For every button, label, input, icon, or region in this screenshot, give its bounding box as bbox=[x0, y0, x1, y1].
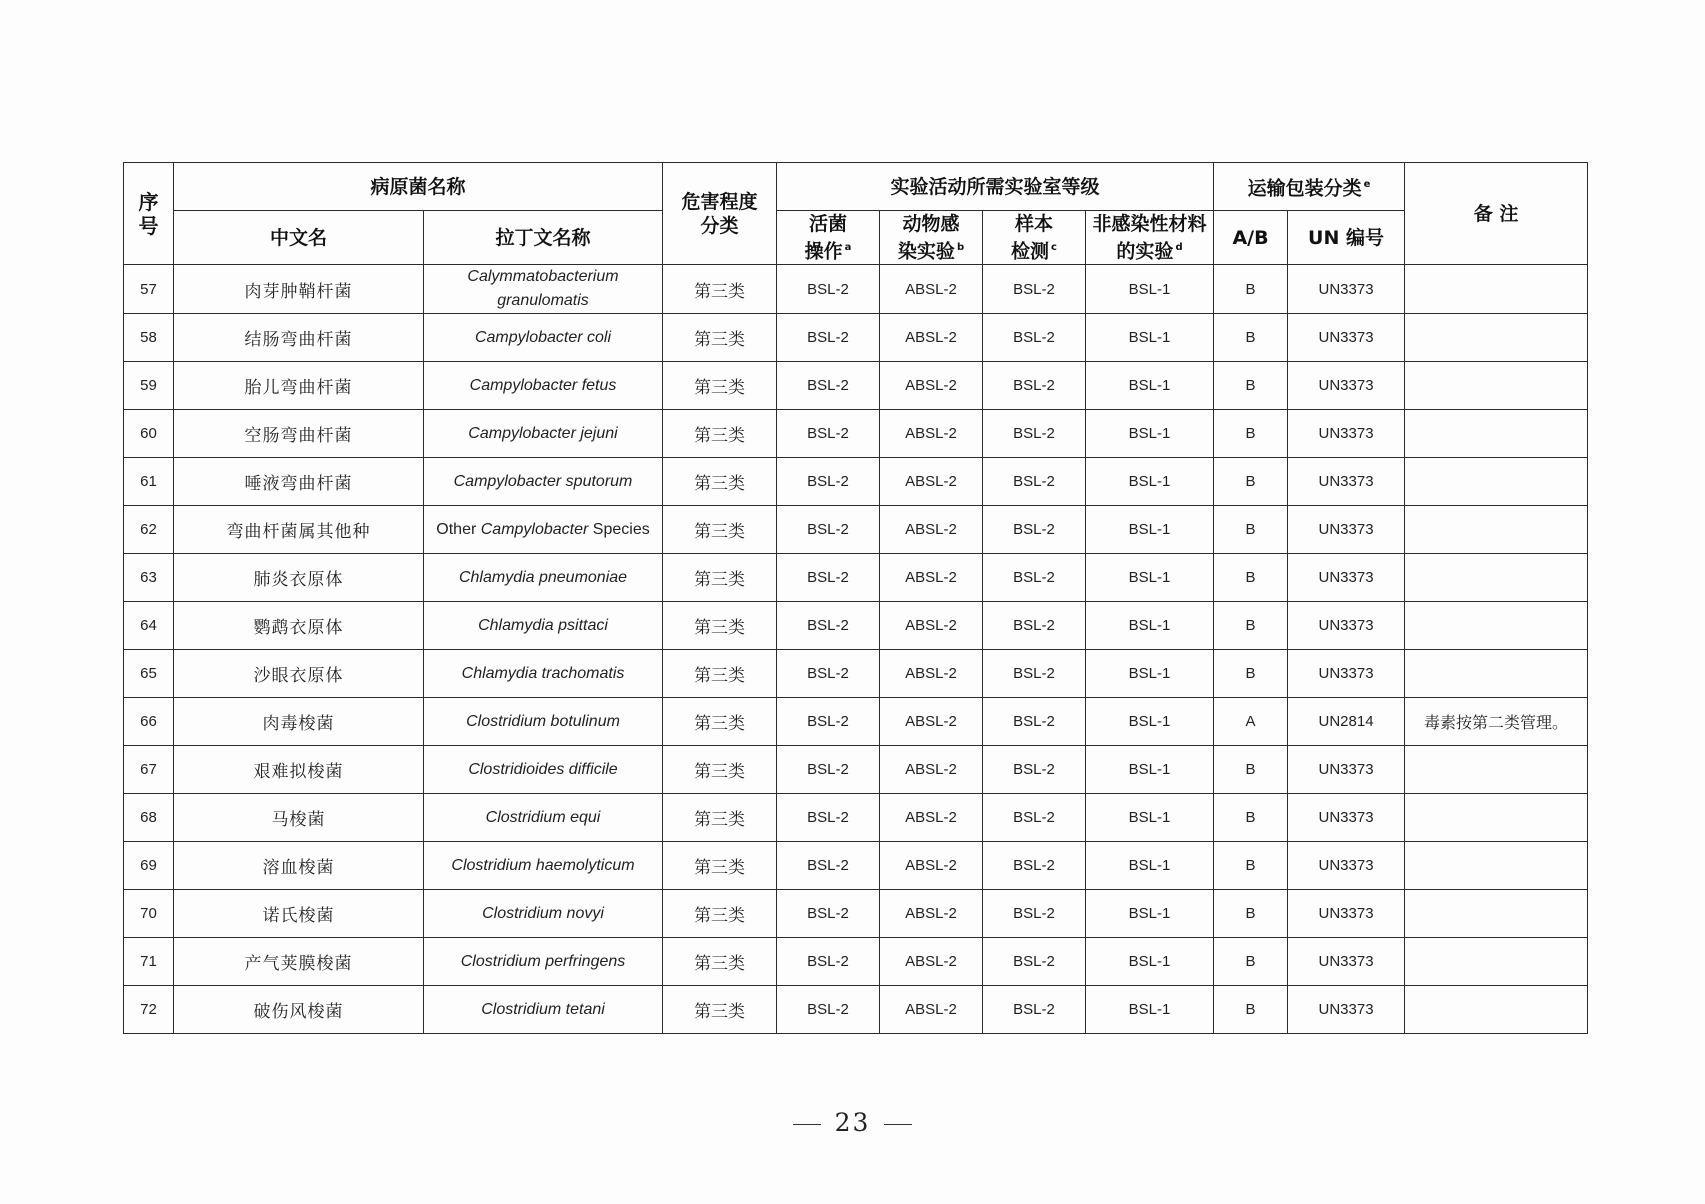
row-noninfectious-level: BSL-1 bbox=[1086, 314, 1214, 362]
row-seq: 59 bbox=[124, 362, 174, 410]
row-latin-text: Campylobacter bbox=[480, 520, 589, 538]
row-latin-name bbox=[424, 314, 663, 362]
header-lab-level bbox=[777, 163, 1214, 211]
table-row bbox=[124, 458, 1588, 506]
table-row bbox=[124, 265, 1588, 314]
row-chinese-name: 溶血梭菌 bbox=[174, 842, 424, 890]
header-live-culture-footnote: a bbox=[844, 241, 852, 253]
table-row bbox=[124, 410, 1588, 458]
row-un-number: UN3373 bbox=[1288, 602, 1405, 650]
row-sample-testing-level: BSL-2 bbox=[983, 842, 1086, 890]
row-chinese-name: 肉毒梭菌 bbox=[174, 698, 424, 746]
row-latin-suffix: Species bbox=[588, 520, 650, 538]
row-seq: 61 bbox=[124, 458, 174, 506]
header-un-number bbox=[1288, 211, 1405, 265]
header-ab-label: A/B bbox=[1232, 226, 1269, 249]
row-transport-ab: B bbox=[1214, 314, 1288, 362]
row-transport-ab: B bbox=[1214, 746, 1288, 794]
row-un-number: UN3373 bbox=[1288, 554, 1405, 602]
row-noninfectious-level: BSL-1 bbox=[1086, 265, 1214, 314]
row-un-number: UN3373 bbox=[1288, 410, 1405, 458]
row-latin-name bbox=[424, 842, 663, 890]
row-seq: 62 bbox=[124, 506, 174, 554]
header-transport-footnote: e bbox=[1363, 178, 1371, 190]
row-latin-name bbox=[424, 746, 663, 794]
row-animal-infection-level: ABSL-2 bbox=[880, 794, 983, 842]
header-remarks bbox=[1405, 163, 1588, 265]
row-remarks bbox=[1405, 890, 1588, 938]
row-sample-testing-level: BSL-2 bbox=[983, 794, 1086, 842]
row-animal-infection-level: ABSL-2 bbox=[880, 314, 983, 362]
row-seq: 65 bbox=[124, 650, 174, 698]
row-animal-infection-level: ABSL-2 bbox=[880, 890, 983, 938]
row-un-number: UN3373 bbox=[1288, 938, 1405, 986]
row-hazard-class: 第三类 bbox=[663, 458, 777, 506]
row-un-number: UN2814 bbox=[1288, 698, 1405, 746]
header-transport-label: 运输包装分类 bbox=[1247, 177, 1362, 200]
row-transport-ab: B bbox=[1214, 506, 1288, 554]
row-hazard-class: 第三类 bbox=[663, 265, 777, 314]
row-latin-text: Clostridium equi bbox=[485, 808, 601, 826]
row-remarks bbox=[1405, 506, 1588, 554]
row-transport-ab: B bbox=[1214, 938, 1288, 986]
row-remarks bbox=[1405, 842, 1588, 890]
row-chinese-name: 肺炎衣原体 bbox=[174, 554, 424, 602]
row-remarks bbox=[1405, 314, 1588, 362]
row-chinese-name: 诺氏梭菌 bbox=[174, 890, 424, 938]
row-hazard-class: 第三类 bbox=[663, 554, 777, 602]
row-noninfectious-level: BSL-1 bbox=[1086, 986, 1214, 1034]
row-hazard-class: 第三类 bbox=[663, 842, 777, 890]
header-seq-label: 序号 bbox=[138, 189, 159, 238]
header-lab-level-label: 实验活动所需实验室等级 bbox=[890, 175, 1100, 198]
table-row bbox=[124, 842, 1588, 890]
header-sample-testing-label: 样本检测 bbox=[1011, 212, 1054, 263]
header-live-culture-label: 活菌操作 bbox=[804, 212, 848, 263]
table-body bbox=[124, 265, 1588, 1034]
header-animal-infection bbox=[880, 211, 983, 265]
row-transport-ab: B bbox=[1214, 650, 1288, 698]
row-latin-text: Chlamydia pneumoniae bbox=[458, 568, 628, 586]
row-transport-ab: A bbox=[1214, 698, 1288, 746]
row-live-culture-level: BSL-2 bbox=[777, 410, 880, 458]
row-seq: 66 bbox=[124, 698, 174, 746]
row-noninfectious-level: BSL-1 bbox=[1086, 410, 1214, 458]
row-live-culture-level: BSL-2 bbox=[777, 794, 880, 842]
row-seq: 58 bbox=[124, 314, 174, 362]
row-sample-testing-level: BSL-2 bbox=[983, 986, 1086, 1034]
page-number-value: 23 bbox=[834, 1108, 871, 1137]
row-hazard-class: 第三类 bbox=[663, 986, 777, 1034]
row-chinese-name: 艰难拟梭菌 bbox=[174, 746, 424, 794]
row-hazard-class: 第三类 bbox=[663, 890, 777, 938]
row-hazard-class: 第三类 bbox=[663, 362, 777, 410]
row-seq: 57 bbox=[124, 265, 174, 314]
row-transport-ab: B bbox=[1214, 986, 1288, 1034]
row-transport-ab: B bbox=[1214, 458, 1288, 506]
row-noninfectious-level: BSL-1 bbox=[1086, 650, 1214, 698]
row-remarks bbox=[1405, 794, 1588, 842]
row-live-culture-level: BSL-2 bbox=[777, 746, 880, 794]
page-number bbox=[0, 1108, 1705, 1137]
header-sample-testing-footnote: c bbox=[1051, 241, 1057, 253]
row-noninfectious-level: BSL-1 bbox=[1086, 698, 1214, 746]
row-latin-name bbox=[424, 794, 663, 842]
row-animal-infection-level: ABSL-2 bbox=[880, 650, 983, 698]
row-latin-text: Clostridium perfringens bbox=[460, 952, 626, 970]
row-seq: 60 bbox=[124, 410, 174, 458]
row-sample-testing-level: BSL-2 bbox=[983, 698, 1086, 746]
row-live-culture-level: BSL-2 bbox=[777, 986, 880, 1034]
row-live-culture-level: BSL-2 bbox=[777, 650, 880, 698]
header-noninfectious bbox=[1086, 211, 1214, 265]
row-chinese-name: 肉芽肿鞘杆菌 bbox=[174, 265, 424, 314]
table-row bbox=[124, 314, 1588, 362]
row-live-culture-level: BSL-2 bbox=[777, 842, 880, 890]
header-latin-name bbox=[424, 211, 663, 265]
row-hazard-class: 第三类 bbox=[663, 602, 777, 650]
row-hazard-class: 第三类 bbox=[663, 698, 777, 746]
header-remarks-label: 备 注 bbox=[1473, 202, 1519, 225]
row-latin-name bbox=[424, 602, 663, 650]
row-latin-text: Clostridioides difficile bbox=[468, 760, 618, 778]
row-chinese-name: 弯曲杆菌属其他种 bbox=[174, 506, 424, 554]
row-noninfectious-level: BSL-1 bbox=[1086, 554, 1214, 602]
row-chinese-name: 结肠弯曲杆菌 bbox=[174, 314, 424, 362]
row-latin-name bbox=[424, 458, 663, 506]
row-transport-ab: B bbox=[1214, 602, 1288, 650]
row-un-number: UN3373 bbox=[1288, 650, 1405, 698]
row-latin-name bbox=[424, 506, 663, 554]
row-seq: 69 bbox=[124, 842, 174, 890]
row-latin-name bbox=[424, 890, 663, 938]
row-un-number: UN3373 bbox=[1288, 842, 1405, 890]
row-latin-text: Calymmatobacterium granulomatis bbox=[467, 268, 619, 309]
row-sample-testing-level: BSL-2 bbox=[983, 314, 1086, 362]
row-live-culture-level: BSL-2 bbox=[777, 314, 880, 362]
row-noninfectious-level: BSL-1 bbox=[1086, 362, 1214, 410]
row-un-number: UN3373 bbox=[1288, 986, 1405, 1034]
row-transport-ab: B bbox=[1214, 554, 1288, 602]
row-noninfectious-level: BSL-1 bbox=[1086, 842, 1214, 890]
row-latin-prefix: Other bbox=[436, 520, 481, 538]
row-latin-name bbox=[424, 650, 663, 698]
table-row bbox=[124, 938, 1588, 986]
row-hazard-class: 第三类 bbox=[663, 938, 777, 986]
row-latin-name bbox=[424, 410, 663, 458]
row-remarks bbox=[1405, 554, 1588, 602]
row-chinese-name: 鹦鹉衣原体 bbox=[174, 602, 424, 650]
row-seq: 67 bbox=[124, 746, 174, 794]
row-animal-infection-level: ABSL-2 bbox=[880, 986, 983, 1034]
row-transport-ab: B bbox=[1214, 265, 1288, 314]
row-animal-infection-level: ABSL-2 bbox=[880, 746, 983, 794]
row-live-culture-level: BSL-2 bbox=[777, 265, 880, 314]
row-un-number: UN3373 bbox=[1288, 746, 1405, 794]
row-latin-name bbox=[424, 362, 663, 410]
row-live-culture-level: BSL-2 bbox=[777, 698, 880, 746]
row-remarks: 毒素按第二类管理。 bbox=[1405, 698, 1588, 746]
row-animal-infection-level: ABSL-2 bbox=[880, 458, 983, 506]
row-remarks bbox=[1405, 362, 1588, 410]
row-remarks bbox=[1405, 986, 1588, 1034]
row-transport-ab: B bbox=[1214, 842, 1288, 890]
row-chinese-name: 唾液弯曲杆菌 bbox=[174, 458, 424, 506]
header-latin-name-label: 拉丁文名称 bbox=[495, 226, 591, 249]
row-animal-infection-level: ABSL-2 bbox=[880, 554, 983, 602]
header-animal-infection-label: 动物感染实验 bbox=[897, 212, 960, 263]
row-sample-testing-level: BSL-2 bbox=[983, 938, 1086, 986]
row-transport-ab: B bbox=[1214, 794, 1288, 842]
row-un-number: UN3373 bbox=[1288, 265, 1405, 314]
row-live-culture-level: BSL-2 bbox=[777, 506, 880, 554]
row-live-culture-level: BSL-2 bbox=[777, 362, 880, 410]
pathogen-table bbox=[123, 162, 1588, 1034]
header-chinese-name-label: 中文名 bbox=[269, 226, 327, 249]
row-hazard-class: 第三类 bbox=[663, 410, 777, 458]
header-noninfectious-footnote: d bbox=[1175, 241, 1183, 253]
header-un-number-label: UN 编号 bbox=[1308, 226, 1384, 249]
row-chinese-name: 空肠弯曲杆菌 bbox=[174, 410, 424, 458]
row-sample-testing-level: BSL-2 bbox=[983, 602, 1086, 650]
row-un-number: UN3373 bbox=[1288, 362, 1405, 410]
row-hazard-class: 第三类 bbox=[663, 794, 777, 842]
row-un-number: UN3373 bbox=[1288, 458, 1405, 506]
row-sample-testing-level: BSL-2 bbox=[983, 506, 1086, 554]
row-noninfectious-level: BSL-1 bbox=[1086, 458, 1214, 506]
row-noninfectious-level: BSL-1 bbox=[1086, 746, 1214, 794]
table-row bbox=[124, 506, 1588, 554]
row-chinese-name: 马梭菌 bbox=[174, 794, 424, 842]
row-live-culture-level: BSL-2 bbox=[777, 554, 880, 602]
table-row bbox=[124, 650, 1588, 698]
table-row bbox=[124, 554, 1588, 602]
row-remarks bbox=[1405, 938, 1588, 986]
table-row bbox=[124, 986, 1588, 1034]
row-latin-text: Clostridium botulinum bbox=[466, 712, 620, 730]
row-latin-text: Campylobacter fetus bbox=[469, 376, 617, 394]
row-latin-text: Chlamydia psittaci bbox=[478, 616, 608, 634]
row-latin-text: Chlamydia trachomatis bbox=[461, 664, 625, 682]
row-sample-testing-level: BSL-2 bbox=[983, 265, 1086, 314]
header-transport bbox=[1214, 163, 1405, 211]
header-pathogen-name bbox=[174, 163, 663, 211]
row-remarks bbox=[1405, 650, 1588, 698]
row-chinese-name: 沙眼衣原体 bbox=[174, 650, 424, 698]
header-live-culture bbox=[777, 211, 880, 265]
header-noninfectious-label: 非感染性材料的实验 bbox=[1092, 212, 1207, 263]
row-sample-testing-level: BSL-2 bbox=[983, 362, 1086, 410]
row-chinese-name: 产气荚膜梭菌 bbox=[174, 938, 424, 986]
row-live-culture-level: BSL-2 bbox=[777, 890, 880, 938]
row-noninfectious-level: BSL-1 bbox=[1086, 890, 1214, 938]
row-live-culture-level: BSL-2 bbox=[777, 938, 880, 986]
row-noninfectious-level: BSL-1 bbox=[1086, 602, 1214, 650]
row-sample-testing-level: BSL-2 bbox=[983, 650, 1086, 698]
header-seq bbox=[124, 163, 174, 265]
page-number-right-dash bbox=[884, 1124, 912, 1126]
header-hazard-class-label: 危害程度分类 bbox=[681, 190, 758, 237]
row-sample-testing-level: BSL-2 bbox=[983, 746, 1086, 794]
row-animal-infection-level: ABSL-2 bbox=[880, 506, 983, 554]
row-latin-text: Clostridium novyi bbox=[482, 904, 604, 922]
row-seq: 72 bbox=[124, 986, 174, 1034]
row-remarks bbox=[1405, 602, 1588, 650]
table-row bbox=[124, 890, 1588, 938]
row-noninfectious-level: BSL-1 bbox=[1086, 938, 1214, 986]
header-ab bbox=[1214, 211, 1288, 265]
row-animal-infection-level: ABSL-2 bbox=[880, 362, 983, 410]
row-animal-infection-level: ABSL-2 bbox=[880, 938, 983, 986]
row-seq: 68 bbox=[124, 794, 174, 842]
row-un-number: UN3373 bbox=[1288, 794, 1405, 842]
row-latin-text: Campylobacter jejuni bbox=[468, 424, 618, 442]
row-remarks bbox=[1405, 265, 1588, 314]
row-seq: 70 bbox=[124, 890, 174, 938]
header-animal-infection-footnote: b bbox=[956, 241, 965, 253]
row-latin-text: Campylobacter coli bbox=[474, 328, 612, 346]
row-chinese-name: 胎儿弯曲杆菌 bbox=[174, 362, 424, 410]
row-noninfectious-level: BSL-1 bbox=[1086, 794, 1214, 842]
row-sample-testing-level: BSL-2 bbox=[983, 458, 1086, 506]
row-latin-text: Campylobacter sputorum bbox=[453, 472, 633, 490]
table-row bbox=[124, 698, 1588, 746]
row-remarks bbox=[1405, 458, 1588, 506]
row-latin-text: Clostridium haemolyticum bbox=[451, 856, 635, 874]
row-transport-ab: B bbox=[1214, 410, 1288, 458]
row-chinese-name: 破伤风梭菌 bbox=[174, 986, 424, 1034]
row-animal-infection-level: ABSL-2 bbox=[880, 602, 983, 650]
row-animal-infection-level: ABSL-2 bbox=[880, 842, 983, 890]
row-animal-infection-level: ABSL-2 bbox=[880, 410, 983, 458]
row-remarks bbox=[1405, 746, 1588, 794]
table-row bbox=[124, 602, 1588, 650]
row-seq: 71 bbox=[124, 938, 174, 986]
row-sample-testing-level: BSL-2 bbox=[983, 410, 1086, 458]
table-header-row-2 bbox=[124, 211, 1588, 265]
row-latin-name bbox=[424, 986, 663, 1034]
row-live-culture-level: BSL-2 bbox=[777, 458, 880, 506]
row-remarks bbox=[1405, 410, 1588, 458]
row-transport-ab: B bbox=[1214, 362, 1288, 410]
row-transport-ab: B bbox=[1214, 890, 1288, 938]
row-animal-infection-level: ABSL-2 bbox=[880, 265, 983, 314]
header-chinese-name bbox=[174, 211, 424, 265]
row-hazard-class: 第三类 bbox=[663, 506, 777, 554]
header-sample-testing bbox=[983, 211, 1086, 265]
row-latin-name bbox=[424, 938, 663, 986]
page-number-left-dash bbox=[793, 1124, 821, 1126]
table-header-row-1 bbox=[124, 163, 1588, 211]
table-row bbox=[124, 794, 1588, 842]
row-hazard-class: 第三类 bbox=[663, 650, 777, 698]
row-seq: 64 bbox=[124, 602, 174, 650]
row-noninfectious-level: BSL-1 bbox=[1086, 506, 1214, 554]
row-sample-testing-level: BSL-2 bbox=[983, 554, 1086, 602]
row-latin-name bbox=[424, 698, 663, 746]
row-un-number: UN3373 bbox=[1288, 314, 1405, 362]
table-row bbox=[124, 362, 1588, 410]
row-hazard-class: 第三类 bbox=[663, 314, 777, 362]
row-latin-text: Clostridium tetani bbox=[481, 1000, 605, 1018]
row-un-number: UN3373 bbox=[1288, 506, 1405, 554]
row-seq: 63 bbox=[124, 554, 174, 602]
row-live-culture-level: BSL-2 bbox=[777, 602, 880, 650]
header-pathogen-name-label: 病原菌名称 bbox=[370, 175, 466, 198]
row-animal-infection-level: ABSL-2 bbox=[880, 698, 983, 746]
row-hazard-class: 第三类 bbox=[663, 746, 777, 794]
row-un-number: UN3373 bbox=[1288, 890, 1405, 938]
table-row bbox=[124, 746, 1588, 794]
header-hazard-class bbox=[663, 163, 777, 265]
row-sample-testing-level: BSL-2 bbox=[983, 890, 1086, 938]
row-latin-name bbox=[424, 554, 663, 602]
row-latin-name bbox=[424, 265, 663, 314]
